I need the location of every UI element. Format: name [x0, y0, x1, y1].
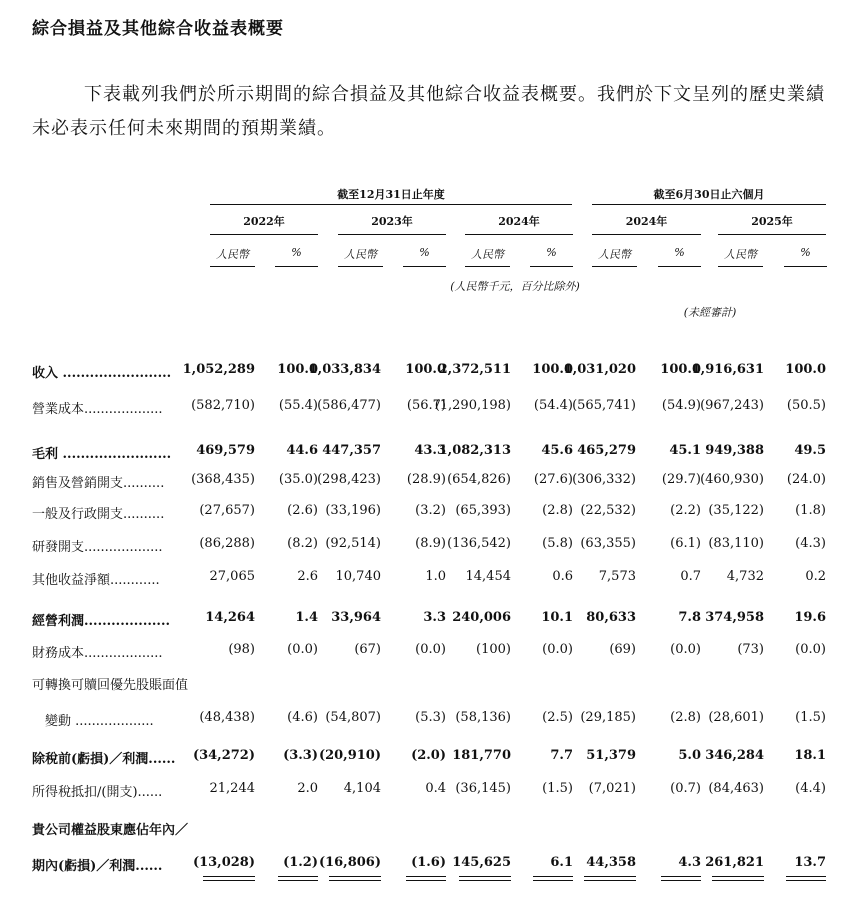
amount-cell: 374,958: [705, 610, 764, 625]
percent-cell: 100.0: [277, 362, 318, 377]
percent-cell: (8.9): [415, 536, 446, 551]
percent-cell: (0.7): [670, 781, 701, 796]
row-label: 經營利潤...................: [32, 614, 170, 629]
percent-cell: 0.2: [805, 569, 826, 584]
year-rule: [210, 234, 318, 235]
amount-cell: (1,290,198): [434, 398, 511, 413]
percent-cell: (6.1): [670, 536, 701, 551]
rmb-header-rule: [210, 266, 255, 267]
amount-cell: (586,477): [317, 398, 381, 413]
amount-cell: (967,243): [700, 398, 764, 413]
amount-cell: 10,740: [335, 569, 381, 584]
amount-cell: 33,964: [331, 610, 381, 625]
percent-cell: (50.5): [786, 398, 826, 413]
amount-cell: 14,454: [465, 569, 511, 584]
percent-cell: 7.8: [678, 610, 701, 625]
rmb-header-rule: [592, 266, 637, 267]
percent-cell: (55.4): [278, 398, 318, 413]
percent-cell: 0.7: [680, 569, 701, 584]
amount-cell: (67): [354, 642, 381, 657]
percent-cell: 2.0: [297, 781, 318, 796]
amount-cell: (98): [228, 642, 255, 657]
percent-cell: (2.0): [411, 748, 446, 763]
double-underline: [786, 876, 826, 881]
percent-cell: 13.7: [794, 855, 826, 870]
group-annual-rule: [210, 204, 572, 205]
percent-cell: 6.1: [550, 855, 573, 870]
amount-cell: (34,272): [192, 748, 255, 763]
percent-cell: (2.8): [542, 503, 573, 518]
percent-cell: (54.4): [533, 398, 573, 413]
pct-header: %: [291, 246, 302, 259]
percent-cell: 18.1: [794, 748, 826, 763]
amount-cell: 51,379: [586, 748, 636, 763]
amount-cell: 1,033,834: [308, 362, 381, 377]
percent-cell: (1.8): [795, 503, 826, 518]
year-rule: [592, 234, 701, 235]
row-label: 財務成本...................: [32, 646, 163, 661]
pct-header-rule: [275, 266, 318, 267]
rmb-header-rule: [338, 266, 383, 267]
percent-cell: 19.6: [794, 610, 826, 625]
amount-cell: (35,122): [708, 503, 764, 518]
percent-cell: (0.0): [287, 642, 318, 657]
percent-cell: 4.3: [678, 855, 701, 870]
amount-cell: 2,372,511: [438, 362, 511, 377]
rmb-header-rule: [465, 266, 510, 267]
amount-cell: 4,104: [343, 781, 381, 796]
percent-cell: 1.0: [425, 569, 446, 584]
group-half-header: 截至6月30日止六個月: [653, 188, 765, 201]
percent-cell: 100.0: [405, 362, 446, 377]
amount-cell: (92,514): [325, 536, 381, 551]
year-header: 2022年: [243, 215, 285, 228]
rmb-header-rule: [718, 266, 763, 267]
section-heading: 綜合損益及其他綜合收益表概要: [32, 19, 284, 39]
pct-header: %: [674, 246, 685, 259]
amount-cell: (460,930): [700, 472, 764, 487]
amount-cell: 469,579: [196, 443, 255, 458]
year-rule: [718, 234, 826, 235]
percent-cell: (1.2): [283, 855, 318, 870]
group-half-rule: [592, 204, 826, 205]
amount-cell: 1,052,289: [182, 362, 255, 377]
amount-cell: (136,542): [447, 536, 511, 551]
amount-cell: 4,732: [726, 569, 764, 584]
percent-cell: (54.9): [661, 398, 701, 413]
amount-cell: (83,110): [708, 536, 764, 551]
percent-cell: (4.6): [287, 710, 318, 725]
amount-cell: 1,082,313: [438, 443, 511, 458]
amount-cell: (48,438): [199, 710, 255, 725]
percent-cell: (3.2): [415, 503, 446, 518]
percent-cell: (2.2): [670, 503, 701, 518]
percent-cell: 1.4: [295, 610, 318, 625]
percent-cell: (1.5): [542, 781, 573, 796]
amount-cell: (27,657): [199, 503, 255, 518]
row-label: 其他收益淨額............: [32, 573, 160, 588]
amount-cell: (20,910): [318, 748, 381, 763]
amount-cell: (100): [476, 642, 511, 657]
percent-cell: (8.2): [287, 536, 318, 551]
percent-cell: 10.1: [541, 610, 573, 625]
amount-cell: (65,393): [455, 503, 511, 518]
percent-cell: (29.7): [661, 472, 701, 487]
amount-cell: (368,435): [191, 472, 255, 487]
percent-cell: 43.3: [414, 443, 446, 458]
percent-cell: (0.0): [795, 642, 826, 657]
pct-header-rule: [403, 266, 446, 267]
percent-cell: (24.0): [786, 472, 826, 487]
percent-cell: (2.8): [670, 710, 701, 725]
amount-cell: (58,136): [455, 710, 511, 725]
percent-cell: 2.6: [297, 569, 318, 584]
percent-cell: 100.0: [785, 362, 826, 377]
pct-header: %: [419, 246, 430, 259]
percent-cell: 7.7: [550, 748, 573, 763]
amount-cell: (654,826): [447, 472, 511, 487]
amount-cell: 1,916,631: [691, 362, 764, 377]
year-rule: [338, 234, 446, 235]
amount-cell: (306,332): [572, 472, 636, 487]
rmb-header: 人民幣: [598, 248, 631, 261]
percent-cell: (5.8): [542, 536, 573, 551]
double-underline: [278, 876, 318, 881]
pct-header-rule: [658, 266, 701, 267]
amount-cell: (69): [609, 642, 636, 657]
percent-cell: 0.4: [425, 781, 446, 796]
row-label: 收入 ........................: [32, 366, 172, 381]
row-label: 變動 ...................: [32, 714, 154, 729]
row-label: 可轉換可贖回優先股賬面值: [32, 678, 189, 693]
amount-cell: 7,573: [598, 569, 636, 584]
amount-cell: (73): [737, 642, 764, 657]
amount-cell: (565,741): [572, 398, 636, 413]
row-label: 毛利 ........................: [32, 447, 172, 462]
percent-cell: (0.0): [542, 642, 573, 657]
intro-paragraph: 下表載列我們於所示期間的綜合損益及其他綜合收益表概要。我們於下文呈列的歷史業績未必表示任何未來期間的預期業績。: [32, 84, 825, 139]
percent-cell: (1.5): [795, 710, 826, 725]
percent-cell: 100.0: [660, 362, 701, 377]
amount-cell: 346,284: [705, 748, 764, 763]
pct-header-rule: [530, 266, 573, 267]
amount-cell: (582,710): [191, 398, 255, 413]
pct-header-rule: [784, 266, 827, 267]
row-label: 營業成本...................: [32, 402, 163, 417]
row-label: 銷售及營銷開支..........: [32, 476, 165, 491]
amount-cell: 181,770: [452, 748, 511, 763]
pct-header: %: [546, 246, 557, 259]
pct-header: %: [800, 246, 811, 259]
amount-cell: 447,357: [322, 443, 381, 458]
amount-cell: (63,355): [580, 536, 636, 551]
amount-cell: 14,264: [205, 610, 255, 625]
amount-cell: (13,028): [192, 855, 255, 870]
amount-cell: (28,601): [708, 710, 764, 725]
amount-cell: (7,021): [588, 781, 636, 796]
amount-cell: (33,196): [325, 503, 381, 518]
amount-cell: 21,244: [209, 781, 255, 796]
amount-cell: (36,145): [455, 781, 511, 796]
double-underline: [712, 876, 764, 881]
amount-cell: (16,806): [318, 855, 381, 870]
percent-cell: 0.6: [552, 569, 573, 584]
year-rule: [465, 234, 573, 235]
amount-cell: 240,006: [452, 610, 511, 625]
percent-cell: 44.6: [286, 443, 318, 458]
amount-cell: 465,279: [577, 443, 636, 458]
double-underline: [203, 876, 255, 881]
group-annual-header: 截至12月31日止年度: [337, 188, 445, 201]
percent-cell: 3.3: [423, 610, 446, 625]
percent-cell: (56.7): [406, 398, 446, 413]
amount-cell: 44,358: [586, 855, 636, 870]
amount-cell: (298,423): [317, 472, 381, 487]
double-underline: [584, 876, 636, 881]
rmb-header: 人民幣: [216, 248, 249, 261]
unit-note: (人民幣千元，百分比除外): [450, 280, 580, 293]
row-label: 所得稅抵扣/(開支)......: [32, 785, 163, 800]
percent-cell: (2.6): [287, 503, 318, 518]
percent-cell: (3.3): [283, 748, 318, 763]
percent-cell: (4.4): [795, 781, 826, 796]
row-label: 除稅前(虧損)／利潤......: [32, 752, 176, 767]
percent-cell: 45.1: [669, 443, 701, 458]
double-underline: [533, 876, 573, 881]
year-header: 2024年: [625, 215, 668, 228]
amount-cell: (84,463): [708, 781, 764, 796]
year-header: 2024年: [498, 215, 540, 228]
double-underline: [661, 876, 701, 881]
percent-cell: (0.0): [415, 642, 446, 657]
amount-cell: 80,633: [586, 610, 636, 625]
double-underline: [459, 876, 511, 881]
amount-cell: 145,625: [452, 855, 511, 870]
rmb-header: 人民幣: [471, 248, 504, 261]
percent-cell: (5.3): [415, 710, 446, 725]
rmb-header: 人民幣: [344, 248, 377, 261]
amount-cell: 27,065: [209, 569, 255, 584]
percent-cell: (1.6): [411, 855, 446, 870]
amount-cell: (86,288): [199, 536, 255, 551]
percent-cell: (27.6): [533, 472, 573, 487]
amount-cell: (29,185): [580, 710, 636, 725]
row-label: 期內(虧損)／利潤......: [32, 859, 163, 874]
amount-cell: 1,031,020: [563, 362, 636, 377]
row-label: 一般及行政開支..........: [32, 507, 165, 522]
double-underline: [329, 876, 381, 881]
percent-cell: (28.9): [406, 472, 446, 487]
unaudited-note: (未經審計): [683, 306, 737, 319]
year-header: 2023年: [371, 215, 413, 228]
percent-cell: (4.3): [795, 536, 826, 551]
amount-cell: 261,821: [705, 855, 764, 870]
percent-cell: (2.5): [542, 710, 573, 725]
percent-cell: 45.6: [541, 443, 573, 458]
percent-cell: (35.0): [278, 472, 318, 487]
percent-cell: (0.0): [670, 642, 701, 657]
percent-cell: 49.5: [794, 443, 826, 458]
amount-cell: (54,807): [325, 710, 381, 725]
amount-cell: 949,388: [705, 443, 764, 458]
percent-cell: 5.0: [678, 748, 701, 763]
percent-cell: 100.0: [532, 362, 573, 377]
row-label: 研發開支...................: [32, 540, 163, 555]
year-header: 2025年: [751, 215, 793, 228]
row-label: 貴公司權益股東應佔年內／: [32, 823, 189, 838]
rmb-header: 人民幣: [724, 248, 757, 261]
double-underline: [406, 876, 446, 881]
amount-cell: (22,532): [580, 503, 636, 518]
